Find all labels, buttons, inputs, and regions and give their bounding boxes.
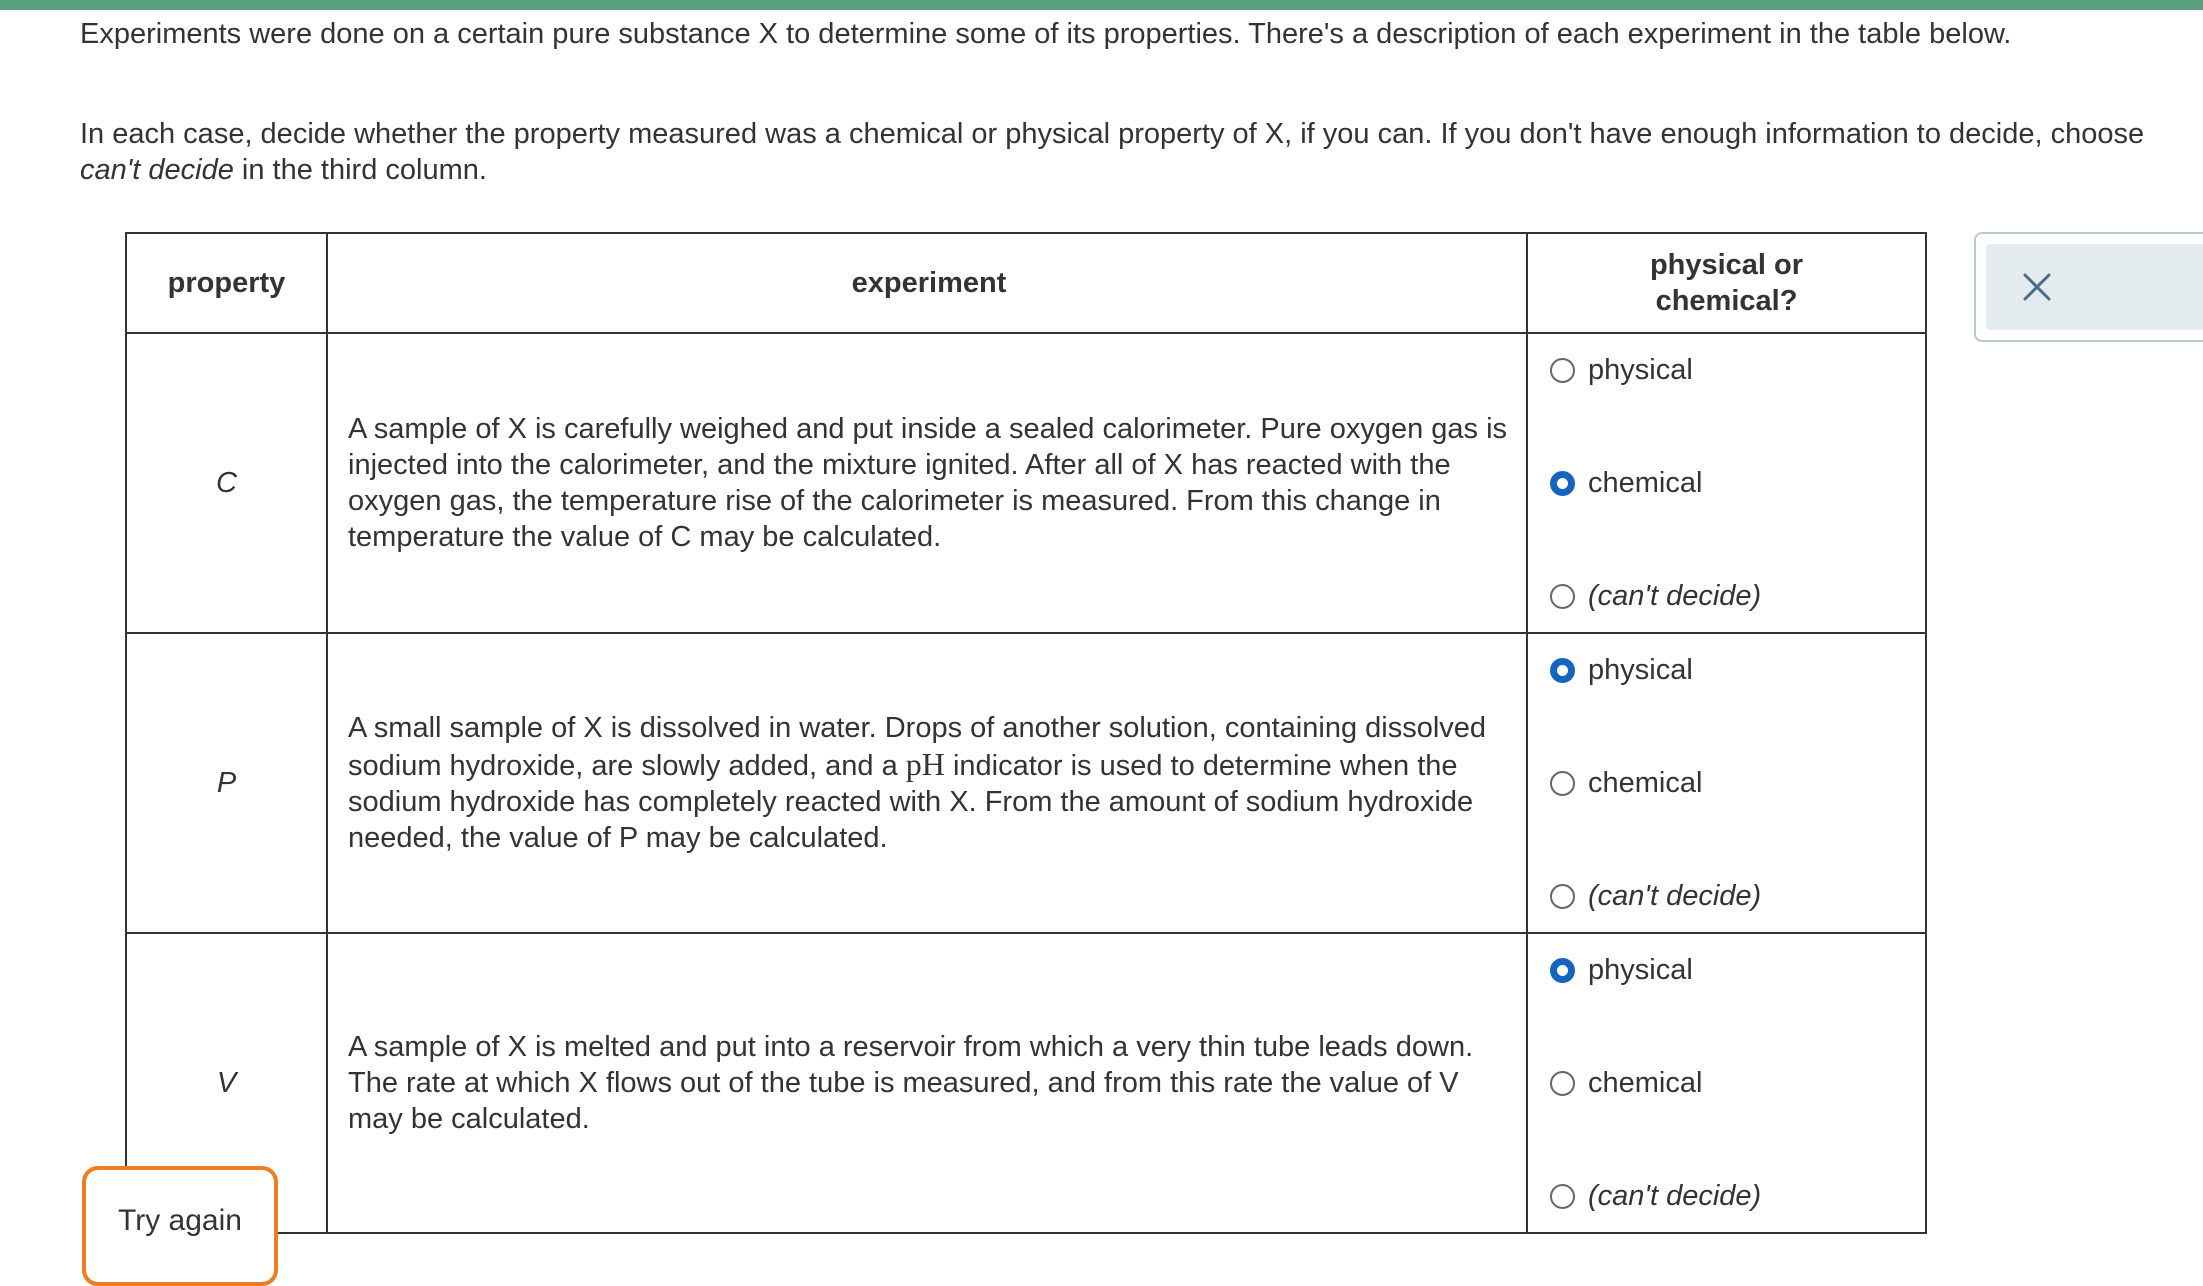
radio-button[interactable] <box>1550 771 1575 796</box>
radio-button[interactable] <box>1550 1071 1575 1096</box>
ph-symbol: pH <box>905 746 945 782</box>
experiment-text: A sample of X is carefully weighed and put inside a sealed calorimeter. Pure oxygen gas is injected into the calorimeter, and the mixture ignited. After all of X has reacted with the oxygen gas, the temperature rise of the calorimeter is measured. From this change in temperature the value of C may be calculated. <box>348 413 1508 553</box>
properties-table <box>125 232 1927 1234</box>
property-symbol: C <box>126 333 327 633</box>
close-icon <box>2022 272 2052 302</box>
option-physical[interactable] <box>1550 948 1925 992</box>
answer-cell <box>1527 633 1926 933</box>
radio-button[interactable] <box>1550 1184 1575 1209</box>
experiment-text <box>348 710 1510 856</box>
option-cant-decide[interactable] <box>1550 574 1925 618</box>
radio-button[interactable] <box>1550 584 1575 609</box>
table-row <box>126 933 1926 1233</box>
header-answer-line-1: physical or <box>1649 249 1804 281</box>
radio-button-selected[interactable] <box>1550 471 1575 496</box>
option-cant-decide[interactable] <box>1550 1174 1925 1218</box>
answer-cell <box>1527 333 1926 633</box>
option-cant-decide[interactable] <box>1550 874 1925 918</box>
experiment-description <box>327 333 1527 633</box>
experiment-description <box>327 933 1527 1233</box>
option-label: physical <box>1588 354 1693 386</box>
header-answer <box>1527 233 1926 333</box>
radio-button[interactable] <box>1550 358 1575 383</box>
table-row <box>126 633 1926 933</box>
intro-emphasis: can't decide <box>80 154 234 186</box>
option-chemical[interactable] <box>1550 761 1925 805</box>
close-button[interactable] <box>1986 244 2203 330</box>
header-property: property <box>126 233 327 333</box>
property-symbol: V <box>126 933 327 1233</box>
option-label: chemical <box>1588 467 1703 499</box>
table-row <box>126 333 1926 633</box>
option-chemical[interactable] <box>1550 461 1925 505</box>
radio-button-selected[interactable] <box>1550 658 1575 683</box>
top-accent-bar <box>0 0 2203 10</box>
option-label: (can't decide) <box>1588 1180 1762 1212</box>
intro-paragraph-1: Experiments were done on a certain pure substance X to determine some of its properties. There's a description of each experiment in the table below. <box>80 18 2012 50</box>
try-again-button[interactable]: Try again <box>82 1166 278 1286</box>
header-answer-line-2: chemical? <box>1655 285 1798 317</box>
option-label: (can't decide) <box>1588 580 1762 612</box>
experiment-text-part: indicator is used to determine when the sodium hydroxide has completely reacted with X. From the amount of sodium hydroxide needed, the value of P may be calculated. <box>348 750 1474 854</box>
option-physical[interactable] <box>1550 348 1925 392</box>
experiment-text: A sample of X is melted and put into a reservoir from which a very thin tube leads down. The rate at which X flows out of the tube is measured, and from this rate the value of V may be calculated. <box>348 1031 1474 1135</box>
intro-text: In each case, decide whether the property measured was a chemical or physical property of X, if you can. If you don't have enough information to decide, choose <box>80 118 2145 150</box>
property-symbol: P <box>126 633 327 933</box>
experiment-text-part: A small sample of X is dissolved in water. Drops of another solution, containing dissolved sodium hydroxide, are slowly added, and a <box>348 712 1487 782</box>
option-chemical[interactable] <box>1550 1061 1925 1105</box>
intro-text-end: in the third column. <box>233 154 487 186</box>
side-tool-panel <box>1974 232 2203 342</box>
option-physical[interactable] <box>1550 648 1925 692</box>
radio-button[interactable] <box>1550 884 1575 909</box>
option-label: physical <box>1588 954 1693 986</box>
table-header-row <box>126 233 1926 333</box>
experiment-description <box>327 633 1527 933</box>
option-label: physical <box>1588 654 1693 686</box>
option-label: chemical <box>1588 767 1703 799</box>
answer-cell <box>1527 933 1926 1233</box>
intro-paragraph-2 <box>80 116 2160 188</box>
option-label: chemical <box>1588 1067 1703 1099</box>
header-experiment: experiment <box>327 233 1527 333</box>
option-label: (can't decide) <box>1588 880 1762 912</box>
radio-button-selected[interactable] <box>1550 958 1575 983</box>
